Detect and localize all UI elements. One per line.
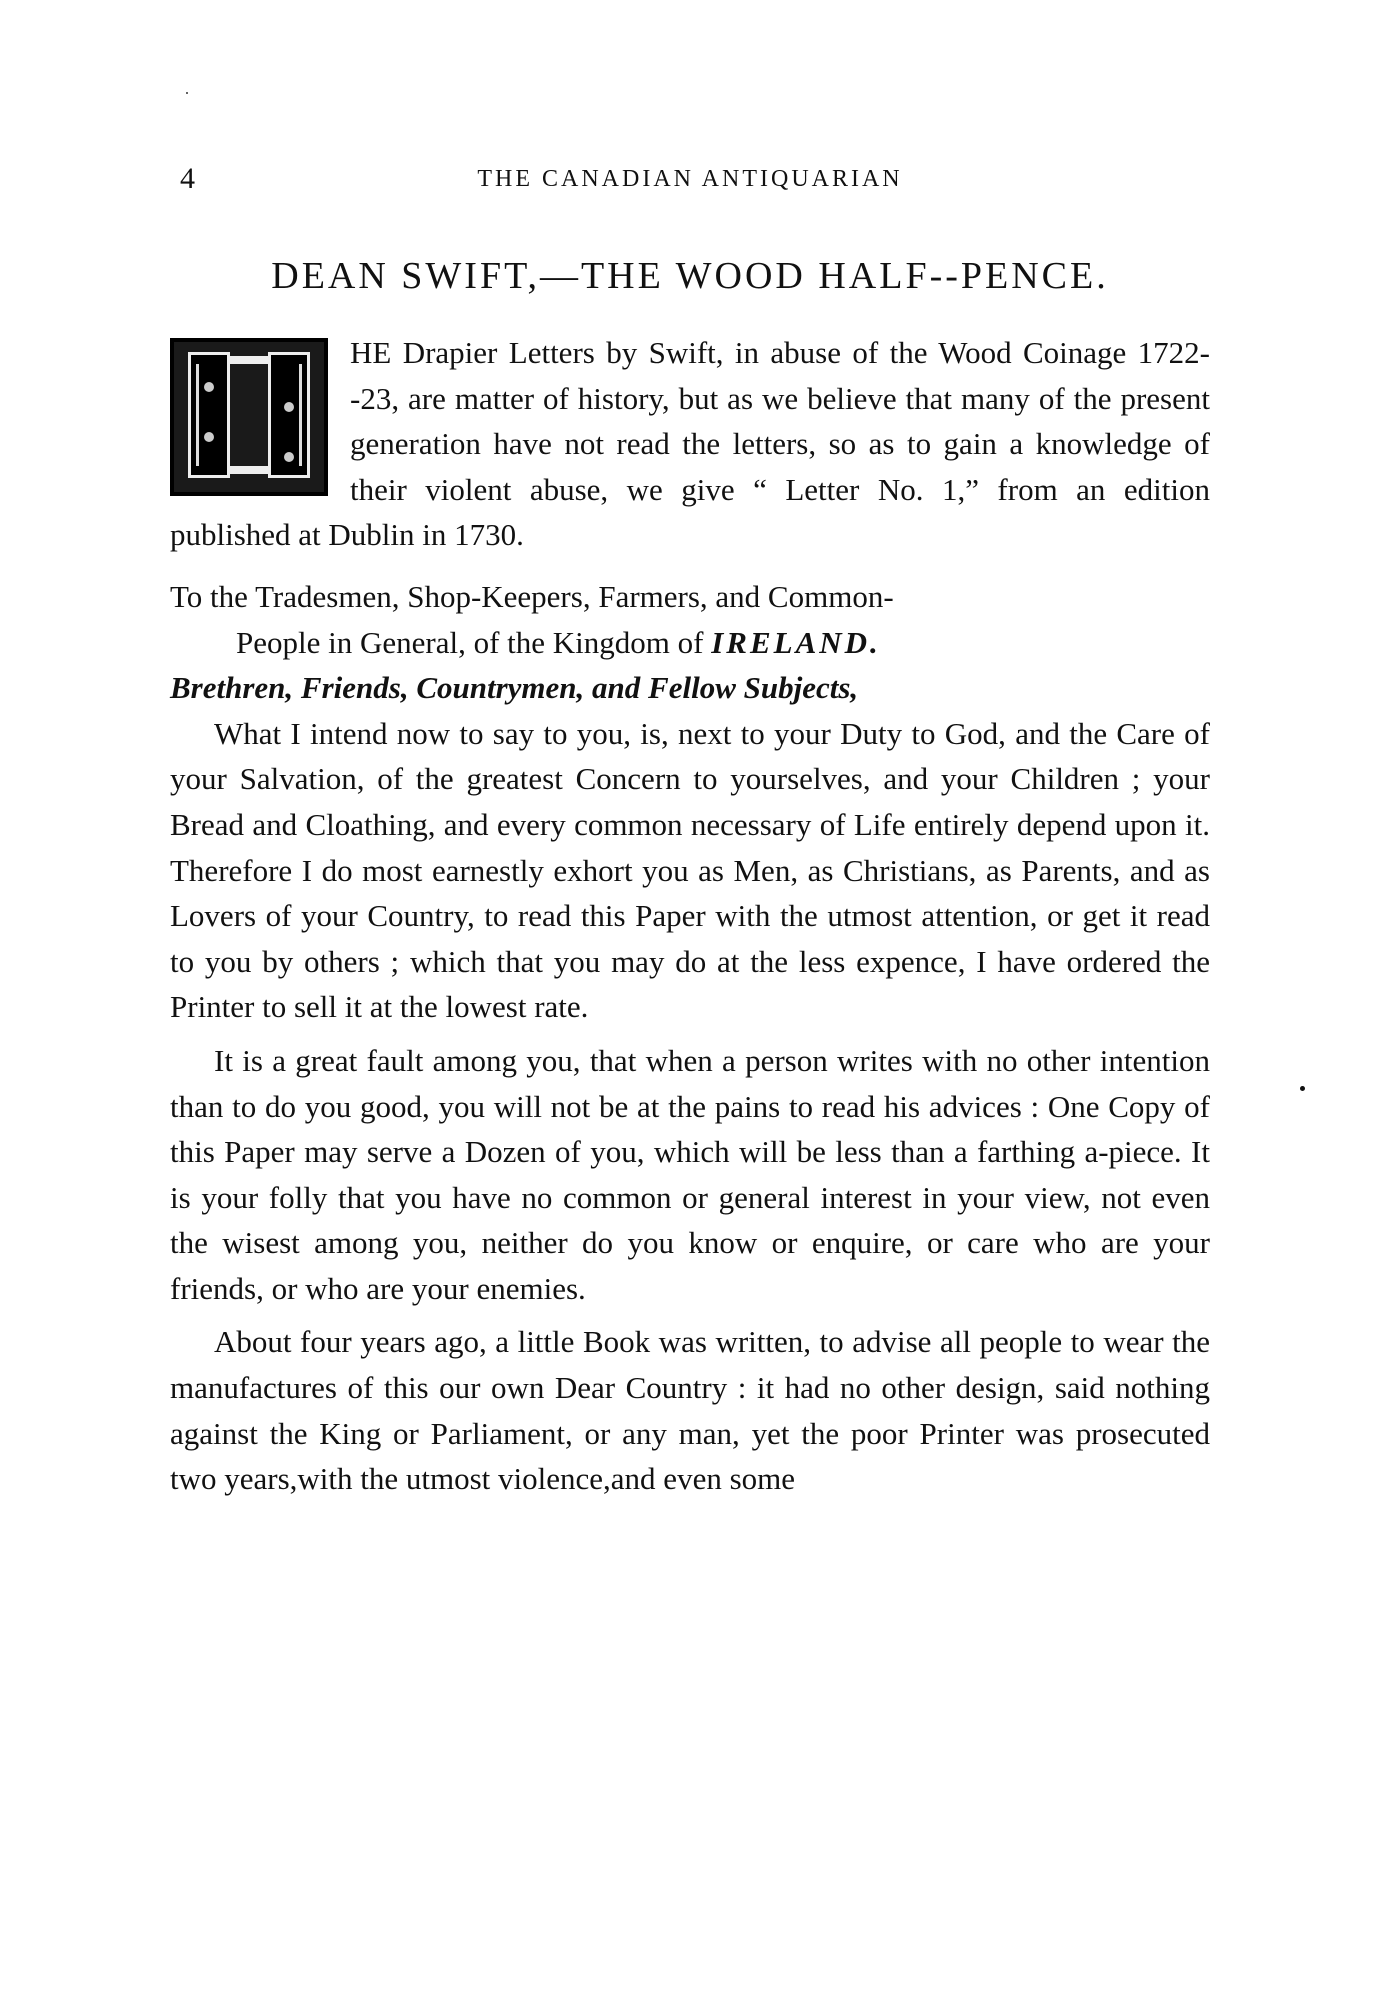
- scan-speck: [186, 92, 188, 94]
- address-line-1: To the Tradesmen, Shop-Keepers, Farmers, and Common-: [170, 578, 894, 614]
- address-line-2: People in General, of the Kingdom of: [236, 624, 704, 660]
- address-line-2-wrap: [170, 620, 1210, 666]
- running-head: [170, 162, 1210, 202]
- body-paragraph: What I intend now to say to you, is, next to your Duty to God, and the Care of your Salvation, of the greatest Concern to yourselves, and your Children ; your Bread and Cloathing, and every common necessary of Life entirely depend upon it. Therefore I do most earnestly exhort you as Men, as Christians, as Parents, and as Lovers of your Country, to read this Paper with the utmost attention, or get it read to you by others ; which that you may do at the less expence, I have ordered the Printer to sell it at the lowest rate.: [170, 715, 1210, 1025]
- ornamental-initial-icon: [170, 338, 328, 496]
- intro-paragraph: HE Drapier Letters by Swift, in abuse of the Wood Coinage 1722--23, are matter of history, but as we believe that many of the present generation have not read the letters, so as to gain a knowledge of their violent abuse, we give “ Letter No. 1,” from an edition published at Dublin in 1730.: [170, 335, 1210, 553]
- body-paragraph: About four years ago, a little Book was written, to advise all people to wear the manufactures of this our own Dear Country : it had no other design, said nothing against the King or Parliament, or any man, yet the poor Printer was prosecuted two years,with the utmost violence,and even some: [170, 1324, 1210, 1497]
- dropcap-leaf: [204, 432, 214, 442]
- dropcap-leaf: [284, 452, 294, 462]
- dropcap-leaf: [284, 402, 294, 412]
- body-paragraph: It is a great fault among you, that when a person writes with no other intention than to do you good, you will not be at the pains to read his advices : One Copy of this Paper may serve a Dozen of you, which will be less than a farthing a-piece. It is your folly that you have no common or general interest in your view, not even the wisest among you, neither do you know or enquire, or care who are your friends, or who are your enemies.: [170, 1042, 1210, 1306]
- dropcap-underbar: [230, 466, 268, 474]
- article-body: [170, 330, 1210, 1502]
- running-title: THE CANADIAN ANTIQUARIAN: [477, 166, 903, 192]
- salutation: Brethren, Friends, Countrymen, and Fellow Subjects,: [170, 670, 859, 706]
- article-title: DEAN SWIFT,—THE WOOD HALF--PENCE.: [271, 255, 1109, 297]
- page-number: 4: [180, 162, 195, 195]
- dropcap-leaf: [204, 382, 214, 392]
- address-country: IRELAND.: [711, 624, 881, 660]
- dropcap-stem: [196, 364, 199, 466]
- address-line: [170, 574, 1210, 665]
- dropcap-crossbar: [230, 356, 268, 364]
- dropcap-panel-left: [188, 352, 230, 478]
- scan-speck: [1300, 1086, 1305, 1091]
- dropcap-stem: [299, 364, 302, 466]
